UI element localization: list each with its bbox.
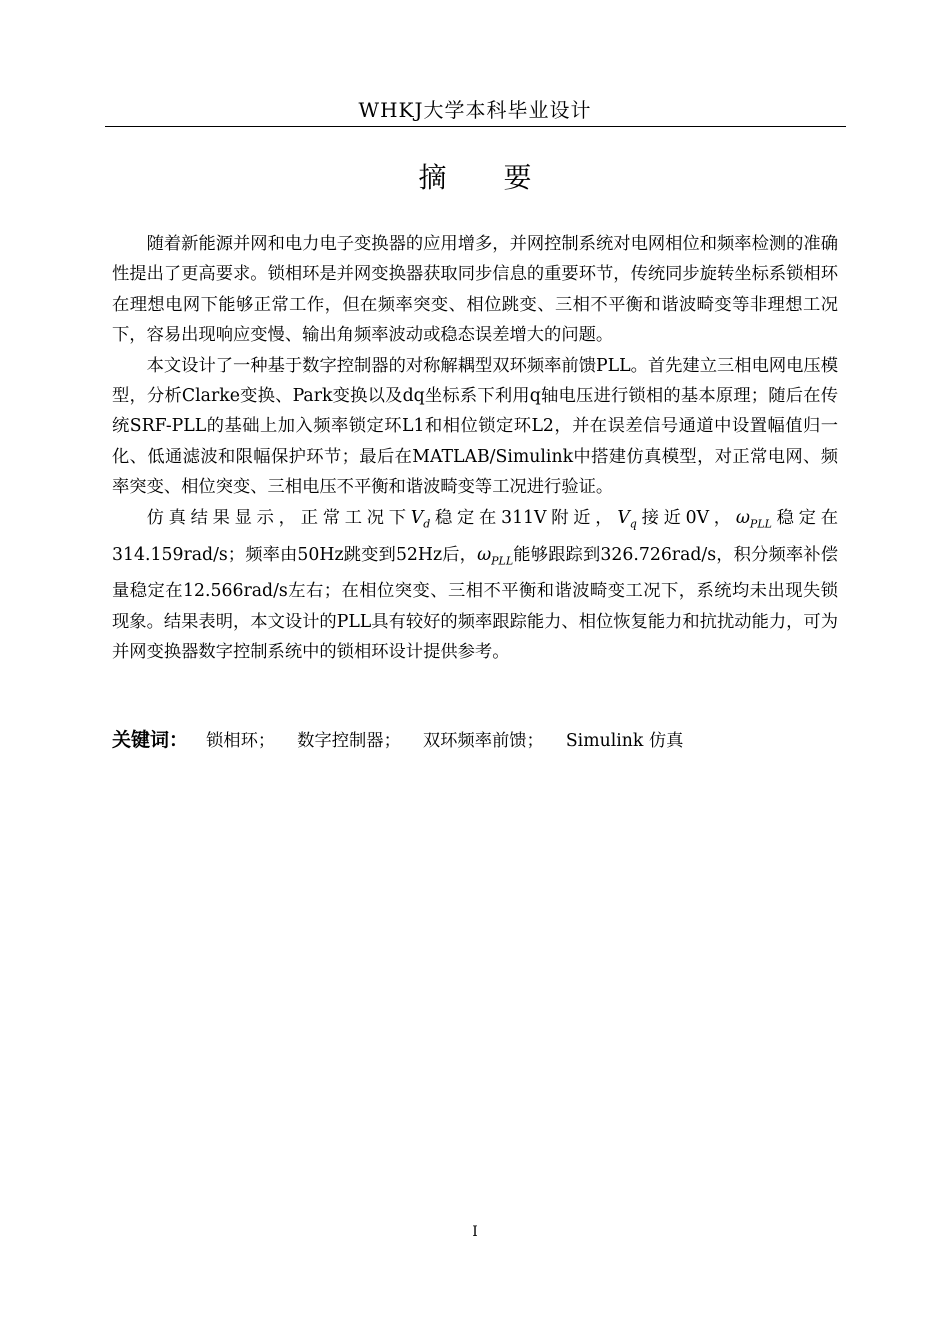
- paragraph-3-text-5: 能够跟踪到326.726rad/s，积分频率补偿量稳定在12.566rad/s左右；在相位突变、三相不平衡和谐波畸变工况下，系统均未出现失锁现象。结果表明，本文设计的PLL具有较好的频率跟踪能力、相位恢复能力和抗扰动能力，可为并网变换器数字控制系统中的锁相环设计提供参考。: [112, 544, 838, 663]
- abstract-paragraph-2: 本文设计了一种基于数字控制器的对称解耦型双环频率前馈PLL。首先建立三相电网电压模型，分析Clarke变换、Park变换以及dq坐标系下利用q轴电压进行锁相的基本原理；随后在传统SRF-PLL的基础上加入频率锁定环L1和相位锁定环L2，并在误差信号通道中设置幅值归一化、低通滤波和限幅保护环节；最后在MATLAB/Simulink中搭建仿真模型，对正常电网、频率突变、相位突变、三相电压不平衡和谐波畸变等工况进行验证。: [112, 355, 838, 498]
- paragraph-3-text-1: 仿真结果显示，正常工况下: [146, 507, 411, 528]
- paragraph-3-text-3: 接近0V，: [636, 507, 736, 528]
- page-number: I: [472, 1224, 478, 1240]
- abstract-paragraph-3: [112, 503, 838, 668]
- omega-subscript-2: PLL: [491, 553, 514, 567]
- omega-pll-symbol-1: [735, 507, 772, 531]
- omega-subscript-1: PLL: [749, 517, 772, 531]
- omega-base-1: ω: [735, 507, 750, 528]
- vq-base: V: [617, 507, 630, 528]
- vd-symbol: [410, 507, 431, 531]
- keyword-item: 锁相环；: [206, 731, 276, 751]
- header-divider: [105, 126, 846, 127]
- abstract-title: 摘 要: [418, 161, 556, 194]
- vd-subscript: d: [423, 517, 431, 531]
- abstract-body: [112, 229, 838, 668]
- vq-symbol: [617, 507, 637, 531]
- page-header: WHKJ大学本科毕业设计: [358, 98, 592, 122]
- keywords-line: [112, 726, 838, 755]
- abstract-paragraph-1: 随着新能源并网和电力电子变换器的应用增多，并网控制系统对电网相位和频率检测的准确性提出了更高要求。锁相环是并网变换器获取同步信息的重要环节，传统同步旋转坐标系锁相环在理想电网下能够正常工作，但在频率突变、相位跳变、三相不平衡和谐波畸变等非理想工况下，容易出现响应变慢、输出角频率波动或稳态误差增大的问题。: [112, 234, 838, 346]
- paragraph-3-text-2: 稳定在311V附近，: [430, 507, 618, 528]
- omega-base-2: ω: [477, 544, 492, 565]
- omega-pll-symbol-2: [477, 545, 513, 565]
- keyword-item: 数字控制器；: [297, 731, 401, 751]
- keyword-item: Simulink 仿真: [565, 731, 684, 751]
- vd-base: V: [410, 507, 424, 528]
- vq-subscript: q: [629, 517, 637, 531]
- keywords-label: 关键词：: [112, 729, 189, 751]
- keyword-item: 双环频率前馈；: [422, 731, 544, 751]
- paragraph-3-text-4: 稳定在314.159rad/s；频率由50Hz跳变到52Hz后，: [112, 507, 838, 565]
